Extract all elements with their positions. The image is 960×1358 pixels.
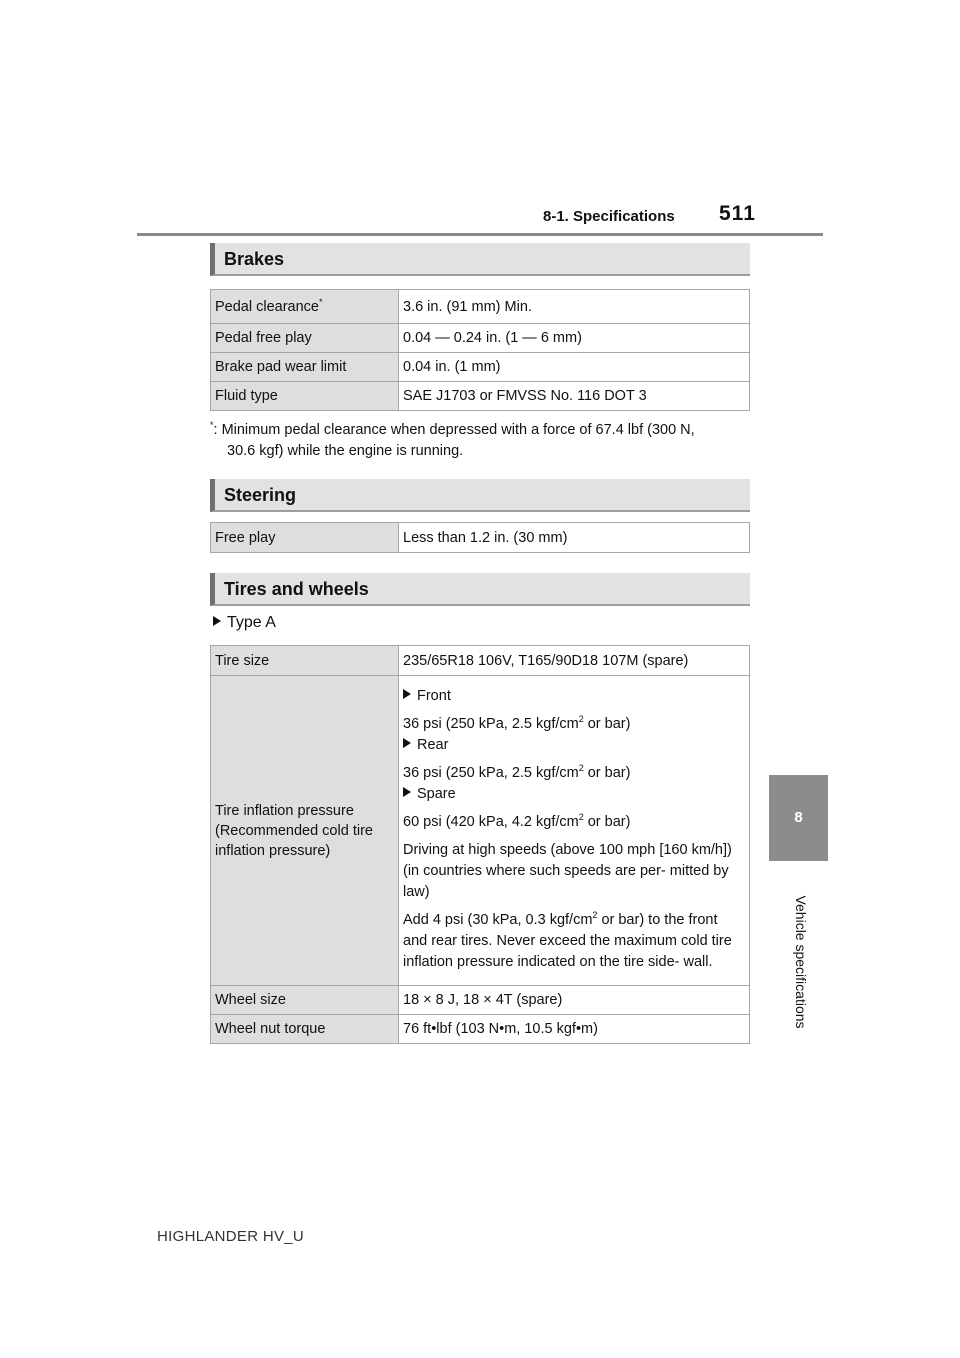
table-row — [211, 290, 750, 324]
table-row — [211, 986, 750, 1015]
table-value: Less than 1.2 in. (30 mm) — [399, 523, 750, 553]
triangle-bullet-icon — [403, 738, 411, 748]
brakes-footnote: *: Minimum pedal clearance when depressed with a force of 67.4 lbf (300 N, 30.6 kgf) while the engine is running. — [210, 420, 695, 459]
table-value: 235/65R18 106V, T165/90D18 107M (spare) — [399, 646, 750, 676]
section-heading: 8-1. Specifications — [543, 208, 675, 225]
table-row — [211, 676, 750, 986]
chapter-label: Vehicle specifications — [793, 895, 809, 1029]
table-row — [211, 353, 750, 382]
tires-title: Tires and wheels — [224, 579, 369, 599]
page-number: 511 — [719, 202, 756, 225]
tires-table — [210, 645, 750, 1044]
table-key: Tire size — [211, 646, 399, 676]
triangle-bullet-icon — [213, 616, 221, 626]
table-row — [211, 523, 750, 553]
brakes-heading — [210, 243, 750, 276]
table-key: Wheel nut torque — [211, 1015, 399, 1044]
table-value: 76 ft•lbf (103 N•m, 10.5 kgf•m) — [399, 1015, 750, 1044]
table-row — [211, 1015, 750, 1044]
brakes-table — [210, 289, 750, 411]
type-label: Type A — [213, 614, 276, 632]
table-row — [211, 646, 750, 676]
triangle-bullet-icon — [403, 689, 411, 699]
table-key: Wheel size — [211, 986, 399, 1015]
header-divider — [137, 233, 823, 236]
table-value: 0.04 — 0.24 in. (1 — 6 mm) — [399, 324, 750, 353]
table-row — [211, 382, 750, 411]
model-footer: HIGHLANDER HV_U — [157, 1228, 305, 1245]
steering-title: Steering — [224, 485, 297, 505]
tire-pressure-values: Front 36 psi (250 kPa, 2.5 kgf/$cm^2$ or bar) Rear 36 psi (250 kPa, 2.5 kgf/$cm^2$ or bar) Spare 60 psi (420 kPa, 4.2 kgf/$cm^2$ or bar) Driving at high speeds (above 100 mph [160 km/h]) (in countries where such speeds are per- mitted by law) Add 4 psi (30 kPa, 0.3 kgf/$cm^2$ or bar) to the front and rear tires. Never exceed the maximum cold tire inflation pressure indicated on the tire side- wall. — [399, 676, 750, 986]
table-row — [211, 324, 750, 353]
steering-table — [210, 522, 750, 553]
triangle-bullet-icon — [403, 787, 411, 797]
table-key: Free play — [211, 523, 399, 553]
table-key: Brake pad wear limit — [211, 353, 399, 382]
table-value: SAE J1703 or FMVSS No. 116 DOT 3 — [399, 382, 750, 411]
table-key: Tire inflation pressure (Recommended cold tire inflation pressure) — [211, 676, 399, 986]
table-key: Pedal clearance* — [211, 290, 399, 324]
tires-heading — [210, 573, 750, 606]
steering-heading — [210, 479, 750, 512]
table-value: 3.6 in. (91 mm) Min. — [399, 290, 750, 324]
table-key: Fluid type — [211, 382, 399, 411]
chapter-tab: 8 — [769, 775, 828, 861]
brakes-title: Brakes — [224, 249, 285, 269]
table-value: 18 × 8 J, 18 × 4T (spare) — [399, 986, 750, 1015]
table-value: 0.04 in. (1 mm) — [399, 353, 750, 382]
table-key: Pedal free play — [211, 324, 399, 353]
